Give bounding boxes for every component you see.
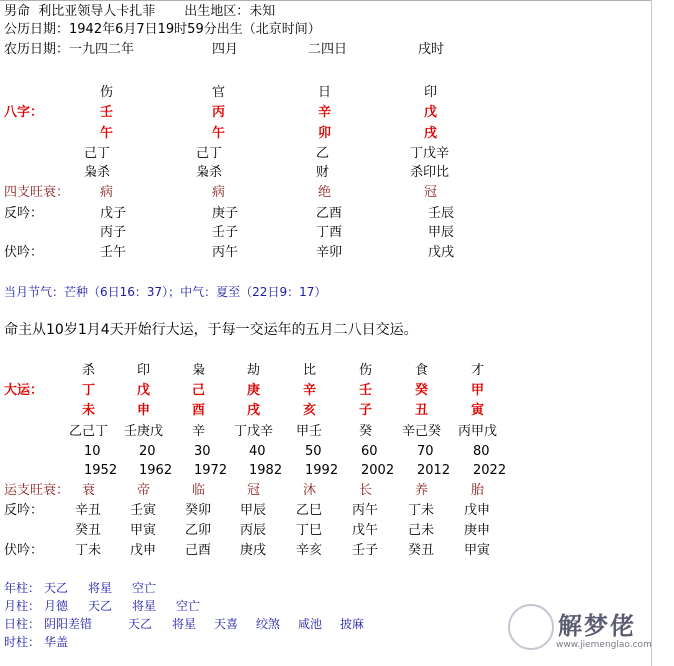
bazi-fuyin-label: 伏吟： xyxy=(4,245,44,260)
bazi-fuyin: 壬午 xyxy=(100,245,127,260)
dayun-year: 1982 xyxy=(249,463,283,478)
dayun-age: 50 xyxy=(305,444,322,459)
dayun-age: 20 xyxy=(139,444,156,459)
shensha-item: 空亡 xyxy=(132,581,157,595)
dayun-branch: 寅 xyxy=(471,403,485,418)
shensha-item: 阴阳差错 xyxy=(44,617,93,631)
dayun-year: 1952 xyxy=(84,463,118,478)
bazi-fanyin: 乙酉 xyxy=(316,206,343,221)
dayun-age: 40 xyxy=(249,444,266,459)
shensha-item: 披麻 xyxy=(340,617,365,631)
bazi-ten-god: 日 xyxy=(318,85,332,100)
shensha-item: 将星 xyxy=(172,617,197,631)
dayun-hidden: 辛己癸 xyxy=(402,424,442,439)
dayun-fanyin: 丙辰 xyxy=(240,523,267,538)
dayun-hidden: 乙己丁 xyxy=(69,424,109,439)
shensha-label: 时柱： xyxy=(4,635,41,649)
dayun-wangshuai: 胎 xyxy=(471,483,485,498)
dayun-fanyin: 戊午 xyxy=(352,523,379,538)
watermark-brand: 解梦佬 xyxy=(558,612,636,640)
dayun-age: 30 xyxy=(194,444,211,459)
dayun-fuyin: 己酉 xyxy=(185,543,212,558)
jieqi-line: 当月节气：芒种（6日16：37）；中气：夏至（22日9：17） xyxy=(4,285,327,299)
dayun-fanyin: 戊申 xyxy=(464,503,491,518)
dayun-ten-god: 食 xyxy=(415,363,429,378)
shensha-item: 华盖 xyxy=(44,635,69,649)
shensha-label: 日柱： xyxy=(4,617,41,631)
lunar-month: 四月 xyxy=(212,42,239,57)
bazi-branch: 午 xyxy=(100,126,114,141)
dayun-fanyin: 癸卯 xyxy=(185,503,212,518)
bazi-ten-god: 伤 xyxy=(100,85,114,100)
bazi-stem: 壬 xyxy=(100,105,114,120)
dayun-wangshuai: 冠 xyxy=(247,483,261,498)
header-line-2: 公历日期：1942年6月7日19时59分出生（北京时间） xyxy=(4,22,321,37)
dayun-year: 2012 xyxy=(417,463,451,478)
dayun-fanyin: 丁未 xyxy=(408,503,435,518)
bazi-wangshuai: 病 xyxy=(100,185,114,200)
dayun-stem: 甲 xyxy=(471,383,485,398)
bazi-fanyin: 甲辰 xyxy=(428,225,455,240)
bazi-label: 八字： xyxy=(4,105,44,120)
header-line-1: 男命 利比亚领导人卡扎菲 出生地区：未知 xyxy=(4,4,276,19)
dayun-ten-god: 杀 xyxy=(82,363,96,378)
dayun-year: 1972 xyxy=(194,463,228,478)
dayun-branch: 子 xyxy=(359,403,373,418)
dayun-wangshuai-label: 运支旺衰： xyxy=(4,483,70,498)
dayun-ten-god: 伤 xyxy=(359,363,373,378)
dayun-year: 1992 xyxy=(305,463,339,478)
dayun-fuyin: 辛亥 xyxy=(296,543,323,558)
dayun-year: 2002 xyxy=(361,463,395,478)
bazi-branch: 卯 xyxy=(318,126,332,141)
dayun-branch: 丑 xyxy=(415,403,429,418)
dayun-fanyin: 壬寅 xyxy=(130,503,157,518)
dayun-fanyin: 甲辰 xyxy=(240,503,267,518)
dayun-hidden: 壬庚戊 xyxy=(124,424,164,439)
dayun-fanyin: 乙卯 xyxy=(185,523,212,538)
dayun-fanyin-label: 反吟： xyxy=(4,503,44,518)
dayun-fanyin: 己未 xyxy=(408,523,435,538)
shensha-item: 绞煞 xyxy=(256,617,281,631)
bazi-fuyin: 辛卯 xyxy=(316,245,343,260)
bazi-hidden-god: 枭杀 xyxy=(196,165,223,180)
bazi-fanyin: 庚子 xyxy=(212,206,239,221)
dayun-year: 2022 xyxy=(473,463,507,478)
dayun-hidden: 丁戊辛 xyxy=(234,424,274,439)
bazi-ten-god: 官 xyxy=(212,85,226,100)
bazi-fanyin: 丙子 xyxy=(100,225,127,240)
bazi-wangshuai: 冠 xyxy=(424,185,438,200)
dayun-fuyin: 丁未 xyxy=(75,543,102,558)
lunar-hour: 戌时 xyxy=(418,42,445,57)
bazi-hidden-god: 杀印比 xyxy=(410,165,450,180)
bazi-fanyin: 壬子 xyxy=(212,225,239,240)
top-border xyxy=(0,0,652,1)
dayun-wangshuai: 帝 xyxy=(137,483,151,498)
bazi-fanyin-label: 反吟： xyxy=(4,206,44,221)
shensha-item: 空亡 xyxy=(176,599,201,613)
dayun-ten-god: 劫 xyxy=(247,363,261,378)
dayun-ten-god: 枭 xyxy=(192,363,206,378)
dayun-branch: 戌 xyxy=(247,403,261,418)
dayun-wangshuai: 沐 xyxy=(303,483,317,498)
dayun-age: 10 xyxy=(84,444,101,459)
bazi-wangshuai: 病 xyxy=(212,185,226,200)
bazi-branch: 午 xyxy=(212,126,226,141)
shensha-item: 将星 xyxy=(132,599,157,613)
dayun-fanyin: 辛丑 xyxy=(75,503,102,518)
dayun-fanyin: 癸丑 xyxy=(75,523,102,538)
shensha-label: 月柱： xyxy=(4,599,41,613)
watermark-url: www.jiemenglao.com xyxy=(556,640,652,650)
bazi-stem: 辛 xyxy=(318,105,332,120)
dayun-stem: 丁 xyxy=(82,383,96,398)
dayun-branch: 酉 xyxy=(192,403,206,418)
shensha-item: 月德 xyxy=(44,599,69,613)
dayun-stem: 戊 xyxy=(137,383,151,398)
shensha-label: 年柱： xyxy=(4,581,41,595)
bazi-wangshuai: 绝 xyxy=(318,185,332,200)
bazi-fuyin: 戊戌 xyxy=(428,245,455,260)
dayun-fanyin: 乙巳 xyxy=(296,503,323,518)
bazi-fanyin: 戊子 xyxy=(100,206,127,221)
bazi-hidden-god: 财 xyxy=(316,165,330,180)
dayun-hidden: 辛 xyxy=(192,424,206,439)
shensha-item: 咸池 xyxy=(298,617,323,631)
dayun-hidden: 丙甲戊 xyxy=(458,424,498,439)
dayun-ten-god: 才 xyxy=(471,363,485,378)
dayun-fuyin-label: 伏吟： xyxy=(4,543,44,558)
dayun-fanyin: 庚申 xyxy=(464,523,491,538)
dayun-stem: 癸 xyxy=(415,383,429,398)
shensha-item: 天乙 xyxy=(128,617,153,631)
dayun-age: 60 xyxy=(361,444,378,459)
dayun-branch: 未 xyxy=(82,403,96,418)
dayun-hidden: 甲壬 xyxy=(296,424,323,439)
dayun-fanyin: 丁巳 xyxy=(296,523,323,538)
dayun-year: 1962 xyxy=(139,463,173,478)
dayun-intro: 命主从10岁1月4天开始行大运，于每一交运年的五月二八日交运。 xyxy=(4,322,418,338)
dayun-ten-god: 比 xyxy=(303,363,317,378)
watermark-logo xyxy=(508,600,652,662)
bazi-hidden-stem: 乙 xyxy=(316,146,330,161)
dayun-ten-god: 印 xyxy=(137,363,151,378)
dayun-stem: 壬 xyxy=(359,383,373,398)
dayun-fuyin: 壬子 xyxy=(352,543,379,558)
right-border xyxy=(651,0,652,666)
bazi-fanyin: 壬辰 xyxy=(428,206,455,221)
dayun-label: 大运： xyxy=(4,383,44,398)
dayun-fuyin: 戊申 xyxy=(130,543,157,558)
dayun-fanyin: 甲寅 xyxy=(130,523,157,538)
header-line-3-prefix: 农历日期：一九四二年 xyxy=(4,42,135,57)
lunar-day: 二四日 xyxy=(308,42,348,57)
dayun-branch: 亥 xyxy=(303,403,317,418)
bazi-hidden-stem: 己丁 xyxy=(84,146,111,161)
dayun-branch: 申 xyxy=(137,403,151,418)
bazi-wangshuai-label: 四支旺衰： xyxy=(4,185,70,200)
dayun-wangshuai: 临 xyxy=(192,483,206,498)
dayun-fanyin: 丙午 xyxy=(352,503,379,518)
dayun-fuyin: 庚戌 xyxy=(240,543,267,558)
logo-emblem-icon xyxy=(508,604,554,650)
shensha-item: 天乙 xyxy=(88,599,113,613)
bazi-fuyin: 丙午 xyxy=(212,245,239,260)
bazi-hidden-god: 枭杀 xyxy=(84,165,111,180)
dayun-stem: 庚 xyxy=(247,383,261,398)
dayun-stem: 己 xyxy=(192,383,206,398)
shensha-item: 天喜 xyxy=(214,617,239,631)
dayun-fuyin: 癸丑 xyxy=(408,543,435,558)
bazi-hidden-stem: 己丁 xyxy=(196,146,223,161)
shensha-item: 天乙 xyxy=(44,581,69,595)
dayun-wangshuai: 衰 xyxy=(82,483,96,498)
dayun-age: 80 xyxy=(473,444,490,459)
bazi-fanyin: 丁酉 xyxy=(316,225,343,240)
dayun-hidden: 癸 xyxy=(359,424,373,439)
dayun-stem: 辛 xyxy=(303,383,317,398)
bazi-ten-god: 印 xyxy=(424,85,438,100)
bazi-branch: 戌 xyxy=(424,126,438,141)
dayun-wangshuai: 长 xyxy=(359,483,373,498)
bazi-hidden-stem: 丁戊辛 xyxy=(410,146,450,161)
dayun-wangshuai: 养 xyxy=(415,483,429,498)
bazi-stem: 戊 xyxy=(424,105,438,120)
bazi-stem: 丙 xyxy=(212,105,226,120)
dayun-age: 70 xyxy=(417,444,434,459)
shensha-item: 将星 xyxy=(88,581,113,595)
dayun-fuyin: 甲寅 xyxy=(464,543,491,558)
